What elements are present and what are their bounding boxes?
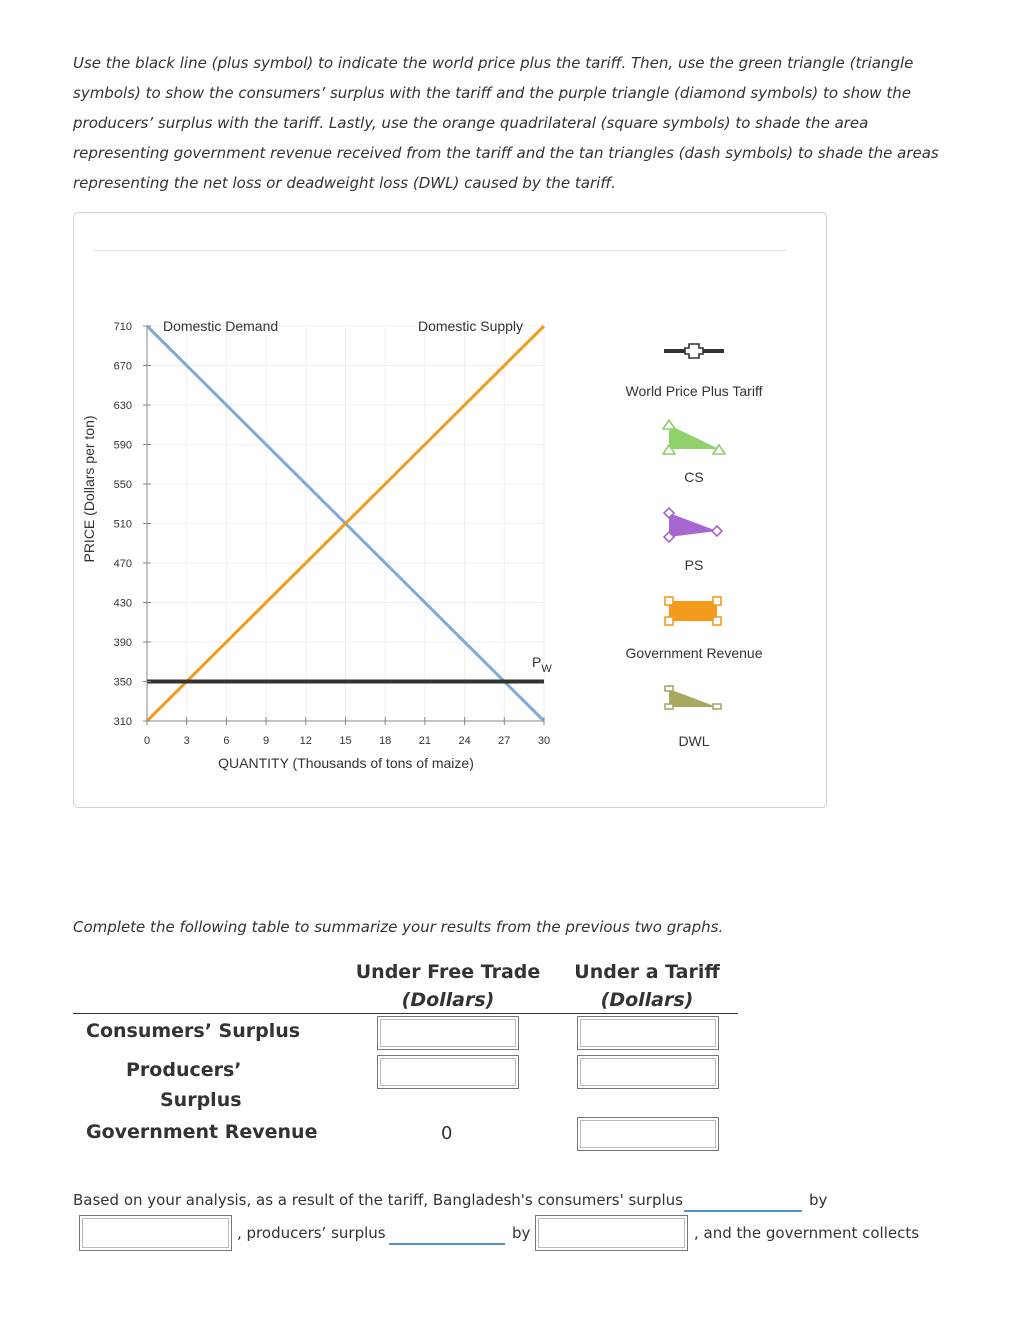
x-tick-label: 21 — [418, 735, 432, 747]
pw-label: $P_W$ — [532, 654, 552, 675]
y-tick-label: 470 — [113, 558, 132, 570]
tool-dwl[interactable]: DWL — [654, 683, 734, 749]
instructions-text: Use the black line (plus symbol) to indicate the world price plus the tariff. Then, use the green triangle (triangle symbols) to show the consumers’ surplus with the tariff and the purple triangle (diamond symbols) to show the producers’ surplus with the tariff. Lastly, use the orange quadrilateral (square symbols) to shade the area representing government revenue received from the tariff and the tan triangles (dash symbols) to shade the areas representing the net loss or deadweight loss (DWL) caused by the tariff. — [73, 54, 939, 192]
plus-icon — [659, 339, 729, 363]
sentence-part2: , producers’ surplus — [237, 1224, 386, 1242]
square-icon — [659, 595, 729, 629]
dash-icon — [659, 683, 729, 713]
ps-change-amount-input[interactable] — [535, 1215, 688, 1251]
x-tick-label: 6 — [223, 735, 230, 747]
sentence-by2: by — [512, 1224, 531, 1242]
x-axis-label: QUANTITY (Thousands of tons of maize) — [218, 755, 474, 771]
x-tick-label: 15 — [339, 735, 352, 747]
x-tick-label: 27 — [498, 735, 511, 747]
col-head-tariff: Under a Tariff (Dollars) — [574, 961, 720, 1011]
x-tick-label: 12 — [299, 735, 312, 747]
cs-free-trade-input[interactable] — [377, 1016, 519, 1050]
graph-panel — [73, 212, 827, 808]
row-label-cs: Consumers’ Surplus — [86, 1020, 301, 1042]
ps-change-dropdown[interactable] — [389, 1243, 505, 1245]
row-label-ps-line2: Surplus — [160, 1089, 242, 1111]
y-tick-label: 310 — [113, 716, 132, 728]
table-header-rule — [73, 1013, 738, 1014]
y-tick-label: 430 — [113, 597, 132, 610]
y-tick-label: 510 — [113, 518, 132, 531]
y-tick-label: 670 — [113, 360, 132, 373]
cs-change-amount-input[interactable] — [79, 1215, 232, 1251]
gov-revenue-free-trade-value: 0 — [441, 1123, 453, 1144]
x-tick-label: 0 — [143, 735, 151, 747]
sentence-by1: by — [809, 1191, 828, 1209]
y-tick-label: 550 — [113, 479, 132, 491]
x-tick-label: 9 — [263, 735, 270, 747]
x-tick-label: 30 — [537, 735, 551, 747]
ps-tariff-input[interactable] — [577, 1055, 719, 1089]
y-tick-label: 710 — [113, 321, 132, 333]
tool-cs[interactable]: CS — [654, 419, 734, 485]
tool-world-price-plus-tariff[interactable]: World Price Plus Tariff — [614, 339, 774, 399]
domestic-demand-label: Domestic Demand — [163, 318, 279, 334]
triangle-icon — [659, 419, 729, 455]
ps-free-trade-input[interactable] — [377, 1055, 519, 1089]
gov-revenue-tariff-input[interactable] — [577, 1117, 719, 1151]
row-label-gov-revenue: Government Revenue — [86, 1121, 318, 1143]
x-tick-label: 3 — [183, 735, 190, 747]
y-tick-label: 630 — [113, 400, 132, 412]
y-tick-label: 390 — [113, 637, 132, 649]
domestic-supply-label: Domestic Supply — [418, 318, 524, 334]
diamond-icon — [659, 507, 729, 543]
y-tick-label: 350 — [113, 676, 132, 689]
sentence-part3: , and the government collects — [694, 1224, 920, 1242]
y-tick-label: 590 — [113, 439, 132, 452]
tool-government-revenue[interactable]: Government Revenue — [614, 595, 774, 661]
y-axis-label: PRICE (Dollars per ton) — [81, 415, 97, 563]
row-label-ps: Producers’ — [126, 1059, 242, 1081]
table-intro: Complete the following table to summarize your results from the previous two graphs. — [73, 918, 724, 936]
cs-tariff-input[interactable] — [577, 1016, 719, 1050]
col-head-free-trade: Under Free Trade (Dollars) — [355, 961, 541, 1011]
sentence-part1: Based on your analysis, as a result of the tariff, Bangladesh's consumers' surplus — [73, 1191, 683, 1209]
tool-ps[interactable]: PS — [654, 507, 734, 573]
x-tick-label: 24 — [458, 735, 471, 747]
x-tick-label: 18 — [379, 735, 392, 747]
cs-change-dropdown[interactable] — [684, 1210, 802, 1212]
